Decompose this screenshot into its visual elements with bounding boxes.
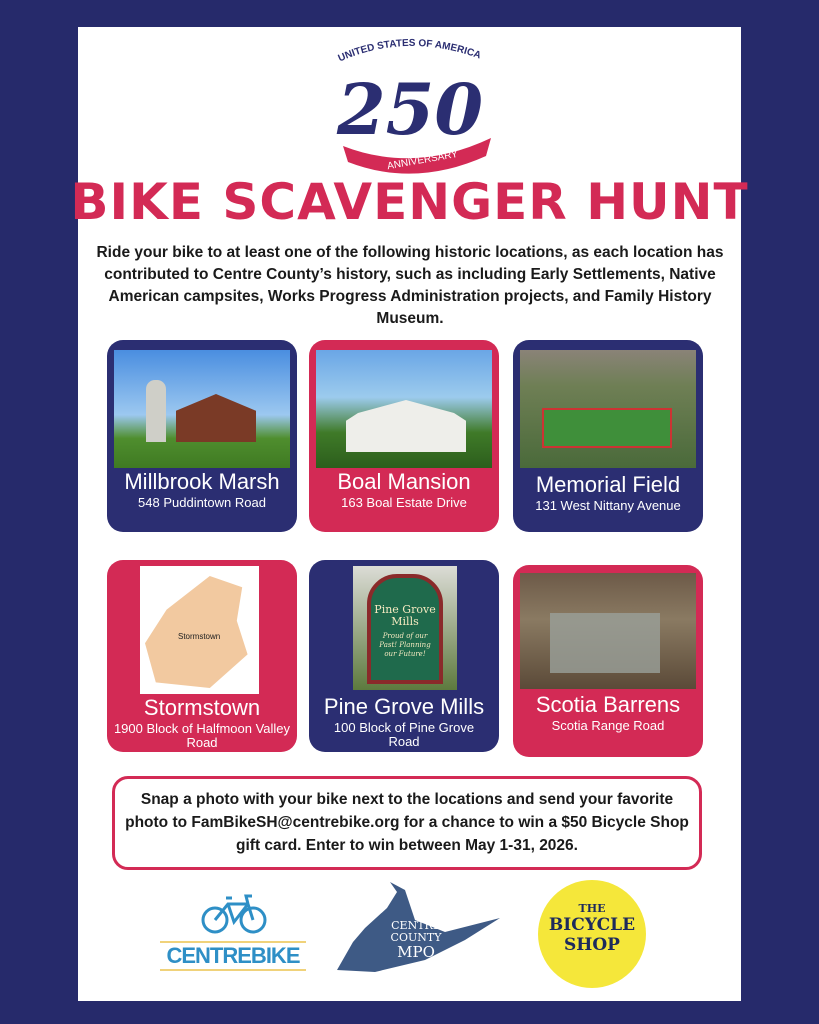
location-address: 163 Boal Estate Drive [341,495,467,510]
location-name: Scotia Barrens [535,692,681,717]
location-address: Scotia Range Road [551,718,665,733]
location-address: 1900 Block of Halfmoon Valley Road [113,721,291,750]
location-name: Stormstown [143,695,261,720]
centre-county-mpo-logo: CENTRE COUNTY MPO [335,880,505,975]
memorial-field-photo [520,350,696,468]
contest-instructions: Snap a photo with your bike next to the locations and send your favorite photo to FamBikeSH@centrebike.org for a chance to win a $50 Bicycle Shop gift card. Enter to win between May 1-31, 2026. [112,776,702,870]
location-address: 100 Block of Pine Grove Road [333,720,475,749]
location-card-boal-mansion [309,340,499,532]
location-address: 548 Puddintown Road [138,495,266,510]
svg-text:250: 250 [336,68,484,151]
location-card-scotia-barrens [513,565,703,757]
page-title: BIKE SCAVENGER HUNT [70,173,749,231]
millbrook-photo [114,350,290,468]
pine-grove-sign-photo: Pine Grove Mills Proud of our Past! Planning our Future! [353,566,457,690]
stormstown-map: Stormstown [140,566,259,694]
usa-250-logo [305,34,515,174]
boal-mansion-photo [316,350,492,468]
location-address: 131 West Nittany Avenue [535,498,681,513]
location-name: Millbrook Marsh [124,469,280,494]
location-name: Boal Mansion [337,469,471,494]
location-card-stormstown [107,560,297,752]
location-card-millbrook-marsh [107,340,297,532]
svg-text:ANNIVERSARY: ANNIVERSARY [386,148,459,173]
scotia-barrens-photo [520,573,696,689]
location-card-memorial-field [513,340,703,532]
location-name: Memorial Field [535,472,681,497]
location-name: Pine Grove Mills [323,694,485,719]
intro-text: Ride your bike to at least one of the following historic locations, as each location has contributed to Centre County’s history, such as including Early Settlements, Native American campsites, Works Progress Administration projects, and Family History Museum. [96,244,724,327]
location-card-pine-grove-mills [309,560,499,752]
bicycle-shop-logo: THE BICYCLE SHOP [538,880,646,988]
bicycle-icon [160,890,306,934]
svg-text:UNITED STATES OF AMERICA: UNITED STATES OF AMERICA [336,37,483,65]
centrebike-logo: CENTREBIKE [160,890,306,970]
